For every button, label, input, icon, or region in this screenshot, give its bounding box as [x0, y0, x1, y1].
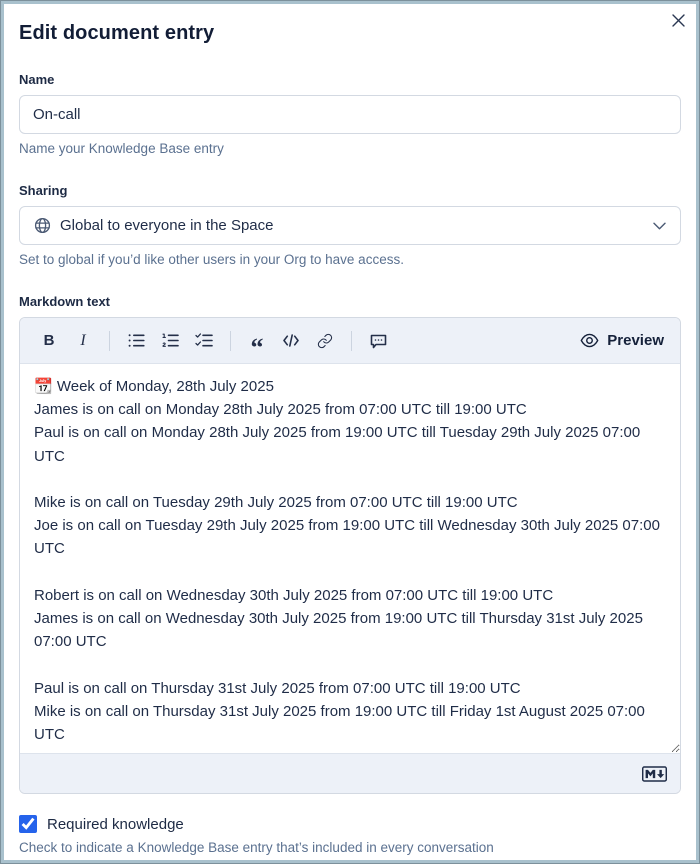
code-icon — [283, 334, 299, 347]
ordered-list-button[interactable] — [155, 326, 185, 356]
preview-button[interactable] — [580, 332, 664, 349]
required-knowledge-helper: Check to indicate a Knowledge Base entry that’s included in every conversation — [19, 840, 494, 855]
bold-button[interactable] — [34, 326, 64, 356]
comment-icon — [370, 333, 387, 349]
markdown-editor — [19, 317, 681, 794]
toolbar-divider — [230, 331, 231, 351]
editor-toolbar — [20, 318, 680, 364]
name-input[interactable] — [19, 95, 681, 134]
preview-label: Preview — [607, 332, 664, 349]
task-list-icon — [195, 333, 213, 348]
link-icon — [317, 333, 333, 349]
bold-icon: B — [43, 332, 55, 349]
sharing-select[interactable] — [19, 206, 681, 245]
sharing-label: Sharing — [19, 183, 68, 198]
task-list-button[interactable] — [189, 326, 219, 356]
italic-button[interactable] — [68, 326, 98, 356]
dialog-title: Edit document entry — [19, 22, 215, 44]
link-button[interactable] — [310, 326, 340, 356]
eye-icon — [580, 333, 599, 348]
markdown-textarea[interactable] — [20, 364, 680, 753]
name-label: Name — [19, 72, 55, 87]
bullet-list-button[interactable] — [121, 326, 151, 356]
chevron-down-icon — [653, 222, 666, 230]
markdown-icon — [642, 766, 667, 782]
quote-icon: “ — [250, 332, 264, 362]
required-knowledge-row — [19, 815, 681, 833]
globe-icon — [34, 217, 51, 234]
close-icon — [671, 13, 686, 28]
blockquote-button[interactable] — [242, 326, 272, 362]
name-helper: Name your Knowledge Base entry — [19, 141, 224, 156]
toolbar-divider — [109, 331, 110, 351]
markdown-label: Markdown text — [19, 294, 111, 309]
sharing-selected-value: Global to everyone in the Space — [60, 217, 274, 234]
ordered-list-icon — [162, 333, 179, 348]
required-knowledge-checkbox[interactable] — [19, 815, 37, 833]
required-knowledge-label[interactable]: Required knowledge — [47, 815, 184, 833]
editor-body — [20, 364, 680, 753]
sharing-helper: Set to global if you’d like other users in your Org to have access. — [19, 252, 404, 267]
comment-button[interactable] — [363, 326, 393, 356]
edit-document-entry-dialog — [4, 4, 696, 860]
editor-footer — [20, 753, 680, 793]
code-button[interactable] — [276, 326, 306, 356]
markdown-supported-button[interactable] — [642, 766, 667, 782]
toolbar-divider — [351, 331, 352, 351]
close-button[interactable] — [667, 9, 689, 31]
italic-icon: I — [80, 331, 86, 349]
bullet-list-icon — [128, 333, 145, 348]
